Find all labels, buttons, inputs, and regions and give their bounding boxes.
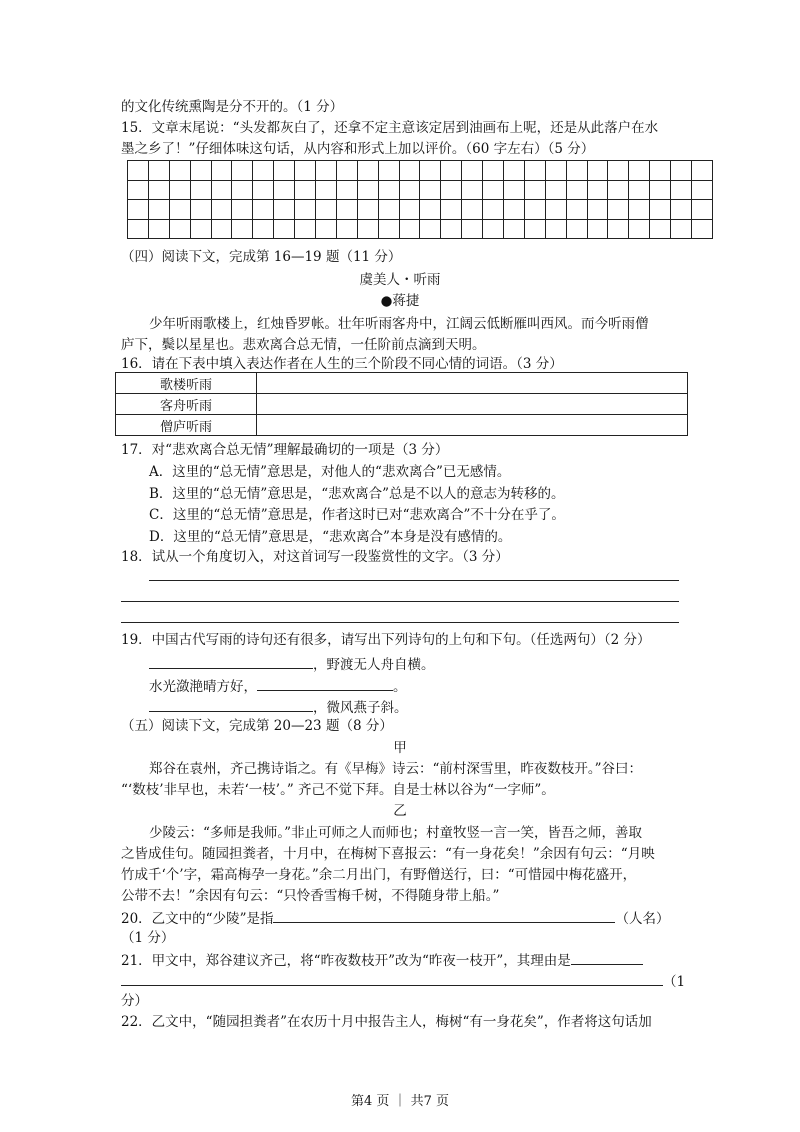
score-note: （1 分） bbox=[121, 930, 175, 946]
question-text: 21．甲文中，郑谷建议齐己，将“昨夜数枝开”改为“昨夜一枝开”，其理由是 bbox=[121, 953, 571, 969]
question-18: 18．试从一个角度切入，对这首词写一段鉴赏性的文字。（3 分） bbox=[121, 549, 509, 565]
answer-cell[interactable] bbox=[257, 415, 688, 436]
text-line: 的文化传统熏陶是分不开的。（1 分） bbox=[121, 99, 344, 115]
passage-a-text: 郑谷在袁州，齐己携诗诣之。有《早梅》诗云：“前村深雪里，昨夜数枝开。”谷曰： bbox=[149, 761, 643, 777]
poem-text: 庐下，鬓以星星也。悲欢离合总无情，一任阶前点滴到天明。 bbox=[121, 337, 486, 353]
question-text: 20．乙文中的“少陵”是指 bbox=[121, 911, 274, 927]
option-d: D．这里的“总无情”意思是，“悲欢离合”本身是没有感情的。 bbox=[149, 529, 512, 545]
row-label: 客舟听雨 bbox=[116, 394, 257, 415]
question-21 bbox=[121, 950, 643, 970]
answer-blank[interactable] bbox=[257, 676, 393, 691]
passage-b-text: 少陵云：“多师是我师。”非止可师之人而师也；村童牧竖一言一笑，皆吾之师，善取 bbox=[149, 825, 643, 841]
row-label: 僧庐听雨 bbox=[116, 415, 257, 436]
table-16 bbox=[115, 372, 688, 436]
text-line: 墨之乡了！”仔细体味这句话，从内容和形式上加以评价。（60 字左右）（5 分） bbox=[121, 141, 595, 157]
answer-blank[interactable] bbox=[571, 950, 643, 965]
passage-b-text: 之皆成佳句。随园担粪者，十月中，在梅树下喜报云：“有一身花矣！”余因有句云：“月映 bbox=[121, 846, 655, 862]
poem-text: ，野渡无人舟自横。 bbox=[313, 657, 435, 673]
passage-a-title: 甲 bbox=[393, 740, 407, 756]
poem-line-19a bbox=[149, 654, 435, 674]
poem-line-19c bbox=[149, 697, 408, 717]
section-5-heading: （五）阅读下文，完成第 20—23 题（8 分） bbox=[121, 718, 393, 734]
poem-text: 少年听雨歌楼上，红烛昏罗帐。壮年听雨客舟中，江阔云低断雁叫西风。而今听雨僧 bbox=[149, 316, 649, 332]
poem-author: ●蒋捷 bbox=[380, 293, 420, 309]
page-footer: 第4 页 ｜ 共7 页 bbox=[350, 1094, 450, 1109]
passage-b-title: 乙 bbox=[393, 803, 407, 819]
answer-blank[interactable] bbox=[149, 697, 313, 712]
poem-text: ，微风燕子斜。 bbox=[313, 700, 408, 716]
row-label: 歌楼听雨 bbox=[116, 373, 257, 394]
question-15: 15．文章末尾说：“头发都灰白了，还拿不定主意该定居到油画布上呢，还是从此落户在水 bbox=[121, 120, 659, 136]
poem-text: 。 bbox=[393, 679, 407, 695]
passage-b-text: 竹成千‘个’字，霜高梅孕一身花。”余二月出门，有野僧送行，曰：“可惜园中梅花盛开， bbox=[121, 867, 637, 883]
poem-line-19b bbox=[149, 676, 407, 696]
passage-b-text: 公带不去！”余因有句云：“只怜香雪梅千树，不得随身带上船。” bbox=[121, 888, 500, 904]
answer-blank[interactable] bbox=[121, 971, 663, 986]
score-note: 分） bbox=[121, 993, 148, 1009]
poem-title: 虞美人・听雨 bbox=[359, 272, 441, 288]
answer-blank[interactable] bbox=[273, 908, 615, 923]
table-row bbox=[116, 394, 688, 415]
option-a: A．这里的“总无情”意思是，对他人的“悲欢离合”已无感情。 bbox=[149, 464, 511, 480]
question-19: 19．中国古代写雨的诗句还有很多，请写出下列诗句的上句和下句。（任选两句）（2 分） bbox=[121, 632, 651, 648]
question-22: 22．乙文中，“随园担粪者”在农历十月中报告主人，梅树“有一身花矣”，作者将这句话加 bbox=[121, 1014, 652, 1030]
question-text: （1 bbox=[663, 974, 686, 990]
section-4-heading: （四）阅读下文，完成第 16—19 题（11 分） bbox=[121, 249, 402, 265]
question-17: 17．对“悲欢离合总无情”理解最确切的一项是（3 分） bbox=[121, 442, 449, 458]
table-row bbox=[116, 373, 688, 394]
answer-blank[interactable] bbox=[149, 654, 313, 669]
option-c: C．这里的“总无情”意思是，作者这时已对“悲欢离合”不十分在乎了。 bbox=[149, 507, 565, 523]
question-text: （人名） bbox=[615, 911, 670, 927]
answer-line[interactable] bbox=[121, 601, 679, 602]
answer-cell[interactable] bbox=[257, 373, 688, 394]
passage-a-text: “‘数枝’非早也，未若‘一枝’。” 齐己不觉下拜。自是士林以谷为“一字师”。 bbox=[121, 782, 555, 798]
question-16: 16．请在下表中填入表达作者在人生的三个阶段不同心情的词语。（3 分） bbox=[121, 356, 563, 372]
answer-cell[interactable] bbox=[257, 394, 688, 415]
poem-text: 水光潋滟晴方好， bbox=[149, 679, 257, 695]
answer-line-21 bbox=[121, 971, 685, 991]
answer-line[interactable] bbox=[121, 622, 679, 623]
table-row bbox=[116, 415, 688, 436]
answer-grid-15[interactable] bbox=[127, 160, 713, 239]
option-b: B．这里的“总无情”意思是，“悲欢离合”总是不以人的意志为转移的。 bbox=[149, 486, 565, 502]
answer-line[interactable] bbox=[149, 580, 679, 581]
question-20 bbox=[121, 908, 669, 928]
